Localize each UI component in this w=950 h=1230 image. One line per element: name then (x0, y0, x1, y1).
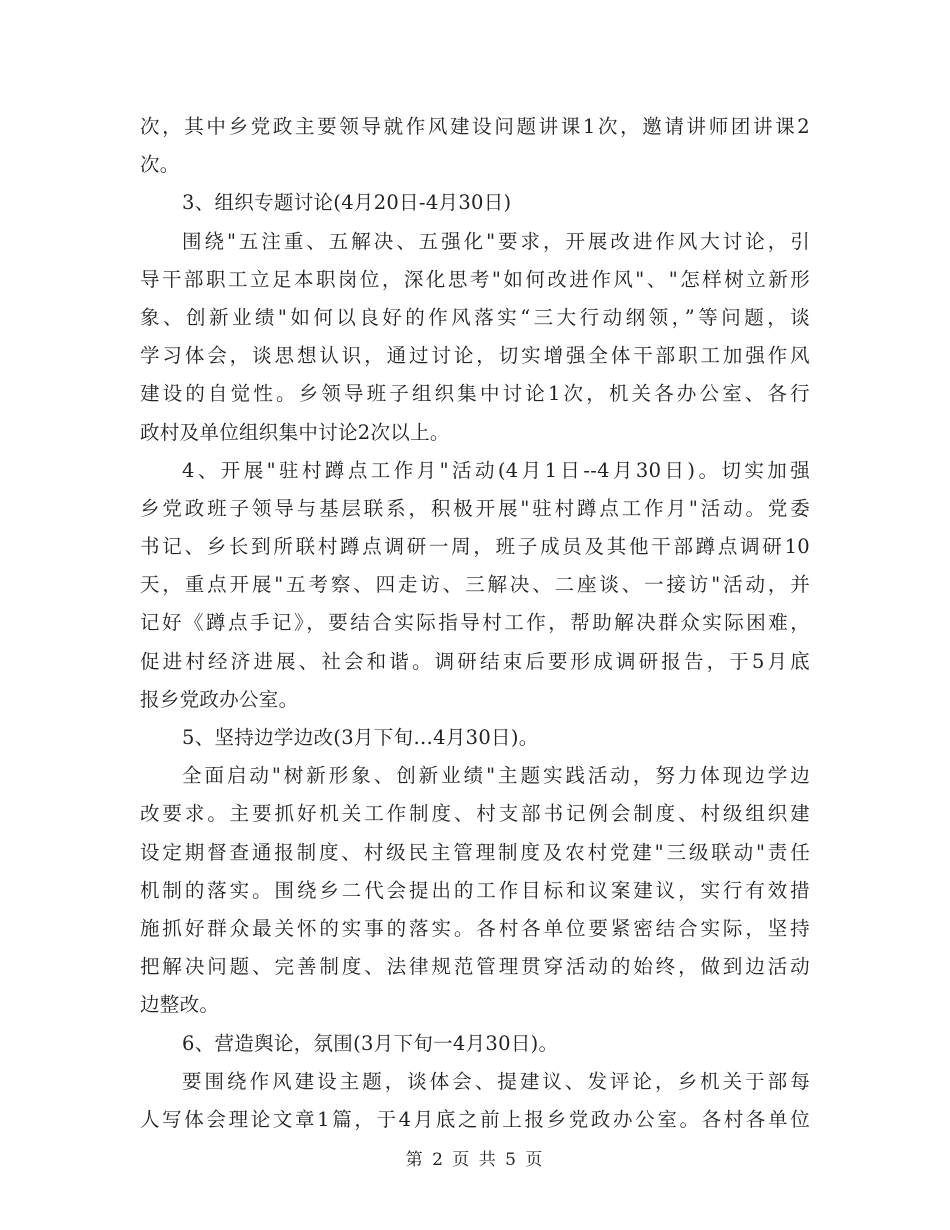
text-line: 要围绕作风建设主题，谈体会、提建议、发评论，乡机关于部每 (182, 1069, 810, 1093)
text-line: 设定期督查通报制度、村级民主管理制度及农村党建"三级联动"责任 (140, 840, 810, 864)
text-line: 人写体会理论文章1篇，于4月底之前上报乡党政办公室。各村各单位 (140, 1107, 810, 1131)
text-line: 乡党政班子领导与基层联系，积极开展"驻村蹲点工作月"活动。党委 (140, 496, 810, 520)
text-line: 天，重点开展"五考察、四走访、三解决、二座谈、一接访"活动，并 (140, 573, 810, 597)
text-line: 全面启动"树新形象、创新业绩"主题实践活动，努力体现边学边 (182, 764, 810, 788)
section-heading: 3、组织专题讨论(4月20日-4月30日) (182, 191, 512, 215)
text-line: 机制的落实。围绕乡二代会提出的工作目标和议案建议，实行有效措 (140, 878, 810, 902)
text-line: 建设的自觉性。乡领导班子组织集中讨论1次，机关各办公室、各行 (140, 382, 810, 406)
text-line: 导干部职工立足本职岗位，深化思考"如何改进作风"、"怎样树立新形 (140, 267, 810, 291)
text-line: 促进村经济进展、社会和谐。调研结束后要形成调研报告，于5月底 (140, 649, 810, 673)
text-line: 报乡党政办公室。 (140, 687, 299, 711)
text-line: 象、创新业绩"如何以良好的作风落实“三大行动纲领，”等问题，谈 (140, 305, 810, 329)
section-heading: 6、营造舆论，氛围(3月下旬一4月30日)。 (182, 1031, 559, 1055)
section-heading: 4、开展"驻村蹲点工作月"活动(4月1日--4月30日)。切实加强 (182, 458, 810, 482)
text-line: 学习体会，谈思想认识，通过讨论，切实增强全体干部职工加强作风 (140, 344, 810, 368)
text-line: 改要求。主要抓好机关工作制度、村支部书记例会制度、村级组织建 (140, 802, 810, 826)
text-line: 记好《蹲点手记》，要结合实际指导村工作，帮助解决群众实际困难， (140, 611, 810, 635)
page-number-footer: 第 2 页 共 5 页 (405, 1150, 545, 1170)
text-line: 政村及单位组织集中讨论2次以上。 (140, 420, 450, 444)
text-line: 边整改。 (140, 993, 220, 1017)
text-line: 书记、乡长到所联村蹲点调研一周，班子成员及其他干部蹲点调研10 (140, 535, 810, 559)
text-line: 施抓好群众最关怀的实事的落实。各村各单位要紧密结合实际，坚持 (140, 916, 810, 940)
text-line: 围绕"五注重、五解决、五强化"要求，开展改进作风大讨论，引 (182, 229, 810, 253)
document-body (140, 108, 810, 1139)
text-line: 次。 (140, 153, 180, 177)
text-line: 次，其中乡党政主要领导就作风建设问题讲课1次，邀请讲师团讲课2 (140, 115, 810, 138)
text-line: 把解决问题、完善制度、法律规范管理贯穿活动的始终，做到边活动 (140, 955, 810, 979)
section-heading: 5、坚持边学边改(3月下旬…4月30日)。 (182, 726, 539, 749)
